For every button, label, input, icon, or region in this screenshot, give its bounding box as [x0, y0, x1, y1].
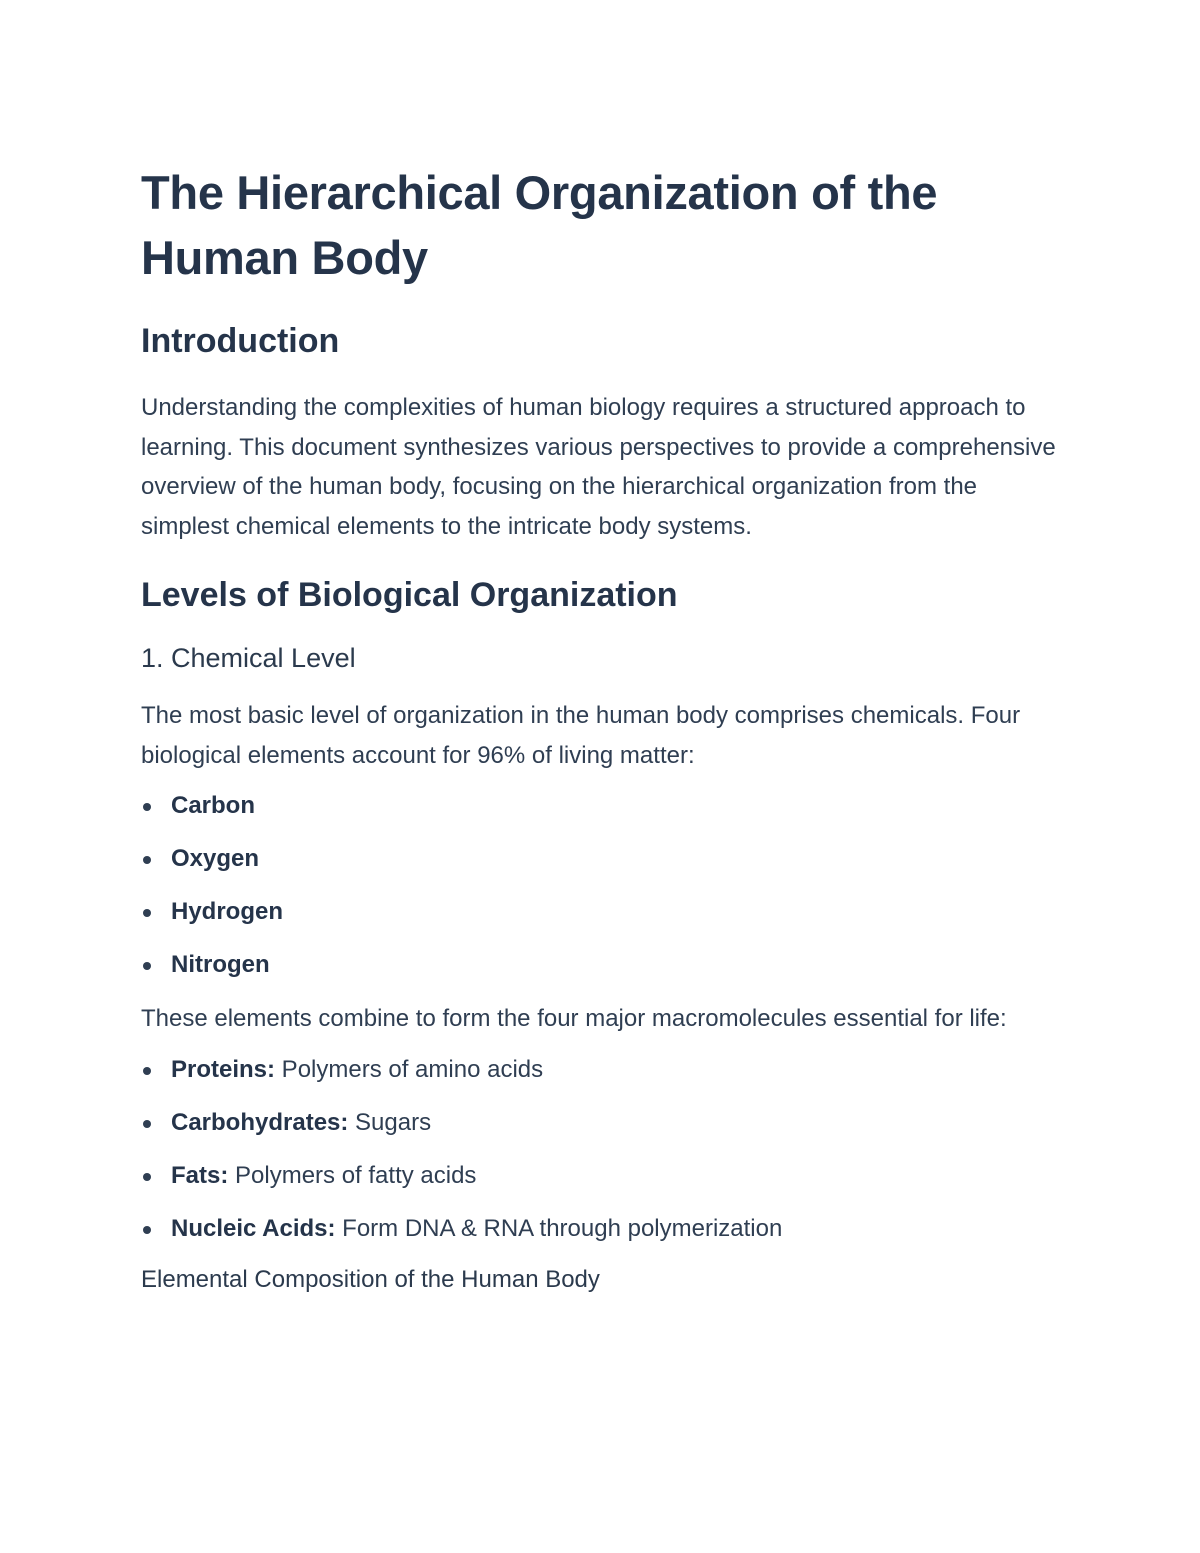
list-item	[141, 1106, 1071, 1140]
element-name: Oxygen	[171, 845, 260, 872]
bullet-icon	[143, 1120, 151, 1128]
list-item	[141, 948, 1071, 982]
macromolecule-desc: Polymers of amino acids	[275, 1055, 544, 1083]
bullet-icon	[143, 909, 151, 917]
bullet-icon	[143, 856, 151, 864]
composition-caption: Elemental Composition of the Human Body	[141, 1265, 600, 1293]
bullet-icon	[143, 1226, 151, 1234]
macromolecule-term: Carbohydrates:	[171, 1108, 349, 1136]
macromolecules-intro: These elements combine to form the four major macromolecules essential for life:	[141, 1005, 1007, 1032]
bullet-icon	[143, 1067, 151, 1075]
list-item	[141, 842, 1071, 876]
macromolecule-term: Fats:	[171, 1161, 229, 1189]
macromolecule-desc: Sugars	[348, 1108, 432, 1136]
element-name: Carbon	[171, 792, 255, 819]
list-item	[141, 789, 1071, 823]
list-item	[141, 1212, 1071, 1246]
chemical-level-paragraph: The most basic level of organization in the human body comprises chemicals. Four biological elements account for 96% of living matter:	[141, 702, 1021, 769]
macromolecule-desc: Polymers of fatty acids	[228, 1161, 477, 1189]
introduction-paragraph: Understanding the complexities of human biology requires a structured approach to learning. This document synthesizes various perspectives to provide a comprehensive overview of the human body, focusing on the hierarchical organization from the simplest chemical elements to the intricate body systems.	[141, 394, 1056, 540]
macromolecule-term: Proteins:	[171, 1055, 276, 1083]
element-name: Hydrogen	[171, 898, 284, 925]
levels-heading: Levels of Biological Organization	[141, 576, 678, 614]
bullet-icon	[143, 1173, 151, 1181]
chemical-level-heading: 1. Chemical Level	[141, 643, 356, 673]
introduction-heading: Introduction	[141, 322, 340, 360]
macromolecule-term: Nucleic Acids:	[171, 1214, 336, 1242]
elements-list	[141, 789, 1071, 982]
list-item	[141, 1053, 1071, 1087]
element-name: Nitrogen	[171, 951, 270, 978]
list-item	[141, 1159, 1071, 1193]
bullet-icon	[143, 803, 151, 811]
document-page	[141, 160, 1071, 1297]
page-title: The Hierarchical Organization of the Human Body	[141, 166, 938, 284]
macromolecule-desc: Form DNA & RNA through polymerization	[335, 1214, 783, 1242]
list-item	[141, 895, 1071, 929]
macromolecules-list	[141, 1053, 1071, 1246]
bullet-icon	[143, 962, 151, 970]
